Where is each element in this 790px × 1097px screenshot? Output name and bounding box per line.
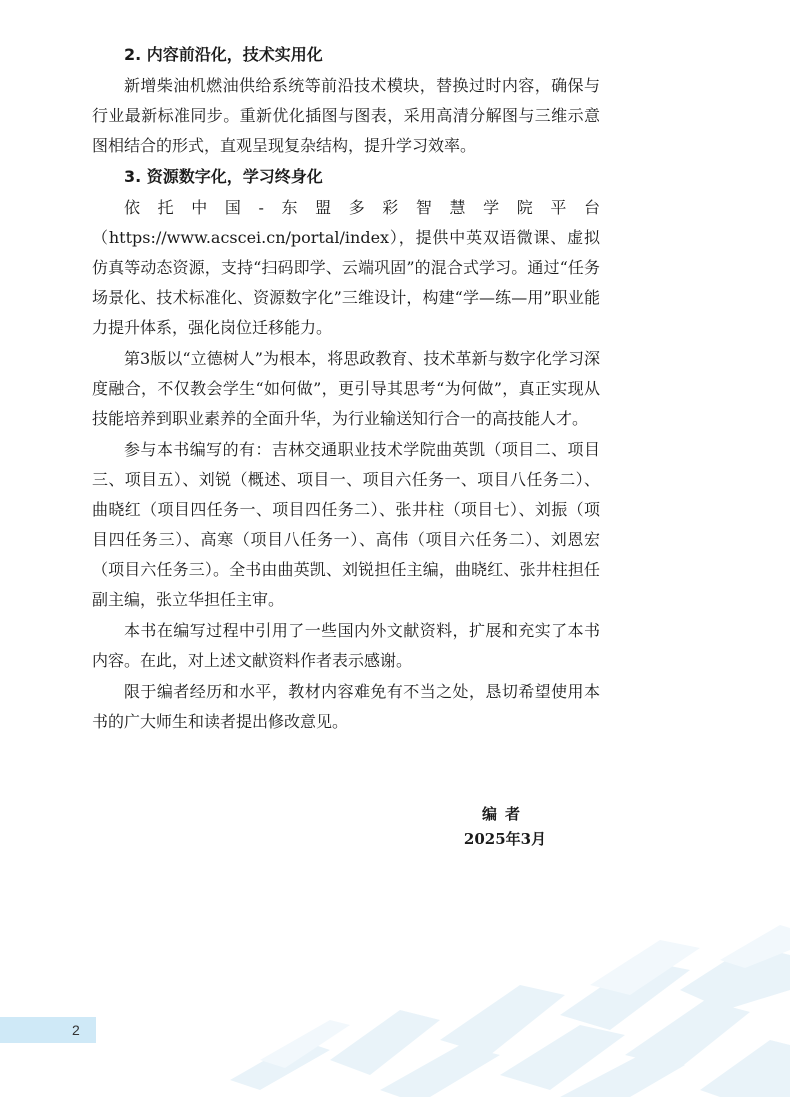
- paragraph-feedback: 限于编者经历和水平，教材内容难免有不当之处，恳切希望使用本书的广大师生和读者提出修改意见。: [92, 682, 600, 731]
- signature-date: 2025年3月: [463, 830, 547, 848]
- paragraph-authors: 参与本书编写的有：吉林交通职业技术学院曲英凯（项目二、项目三、项目五）、刘锐（概述、项目一、项目六任务一、项目八任务二）、曲晓红（项目四任务一、项目四任务二）、张井柱（项目七）、刘振（项目四任务三）、高寒（项目八任务一）、高伟（项目六任务二）、刘恩宏（项目六任务三）。全书由曲英凯、刘锐担任主编，曲晓红、张井柱担任副主编，张立华担任主审。: [92, 440, 600, 609]
- main-text: [92, 40, 600, 738]
- section-heading-2: 2. 内容前沿化，技术实用化: [124, 45, 323, 64]
- section-heading-3: 3. 资源数字化，学习终身化: [124, 167, 323, 186]
- paragraph-acknowledgement: 本书在编写过程中引用了一些国内外文献资料，扩展和充实了本书内容。在此，对上述文献资料作者表示感谢。: [92, 621, 600, 670]
- signature-author: 编者: [481, 805, 528, 823]
- paragraph-content-update: 新增柴油机燃油供给系统等前沿技术模块，替换过时内容，确保与行业最新标准同步。重新优化插图与图表，采用高清分解图与三维示意图相结合的形式，直观呈现复杂结构，提升学习效率。: [92, 76, 600, 155]
- paragraph-third-edition: 第3版以“立德树人”为根本，将思政教育、技术革新与数字化学习深度融合，不仅教会学生“如何做”，更引导其思考“为何做”，真正实现从技能培养到职业素养的全面升华，为行业输送知行合一的高技能人才。: [92, 349, 600, 428]
- paragraph-digital-resources: 依托中国-东盟多彩智慧学院平台（https://www.acscei.cn/portal/index），提供中英双语微课、虚拟仿真等动态资源，支持“扫码即学、云端巩固”的混合式学习。通过“任务场景化、技术标准化、资源数字化”三维设计，构建“学—练—用”职业能力提升体系，强化岗位迁移能力。: [92, 198, 600, 337]
- page-number: 2: [0, 1017, 96, 1043]
